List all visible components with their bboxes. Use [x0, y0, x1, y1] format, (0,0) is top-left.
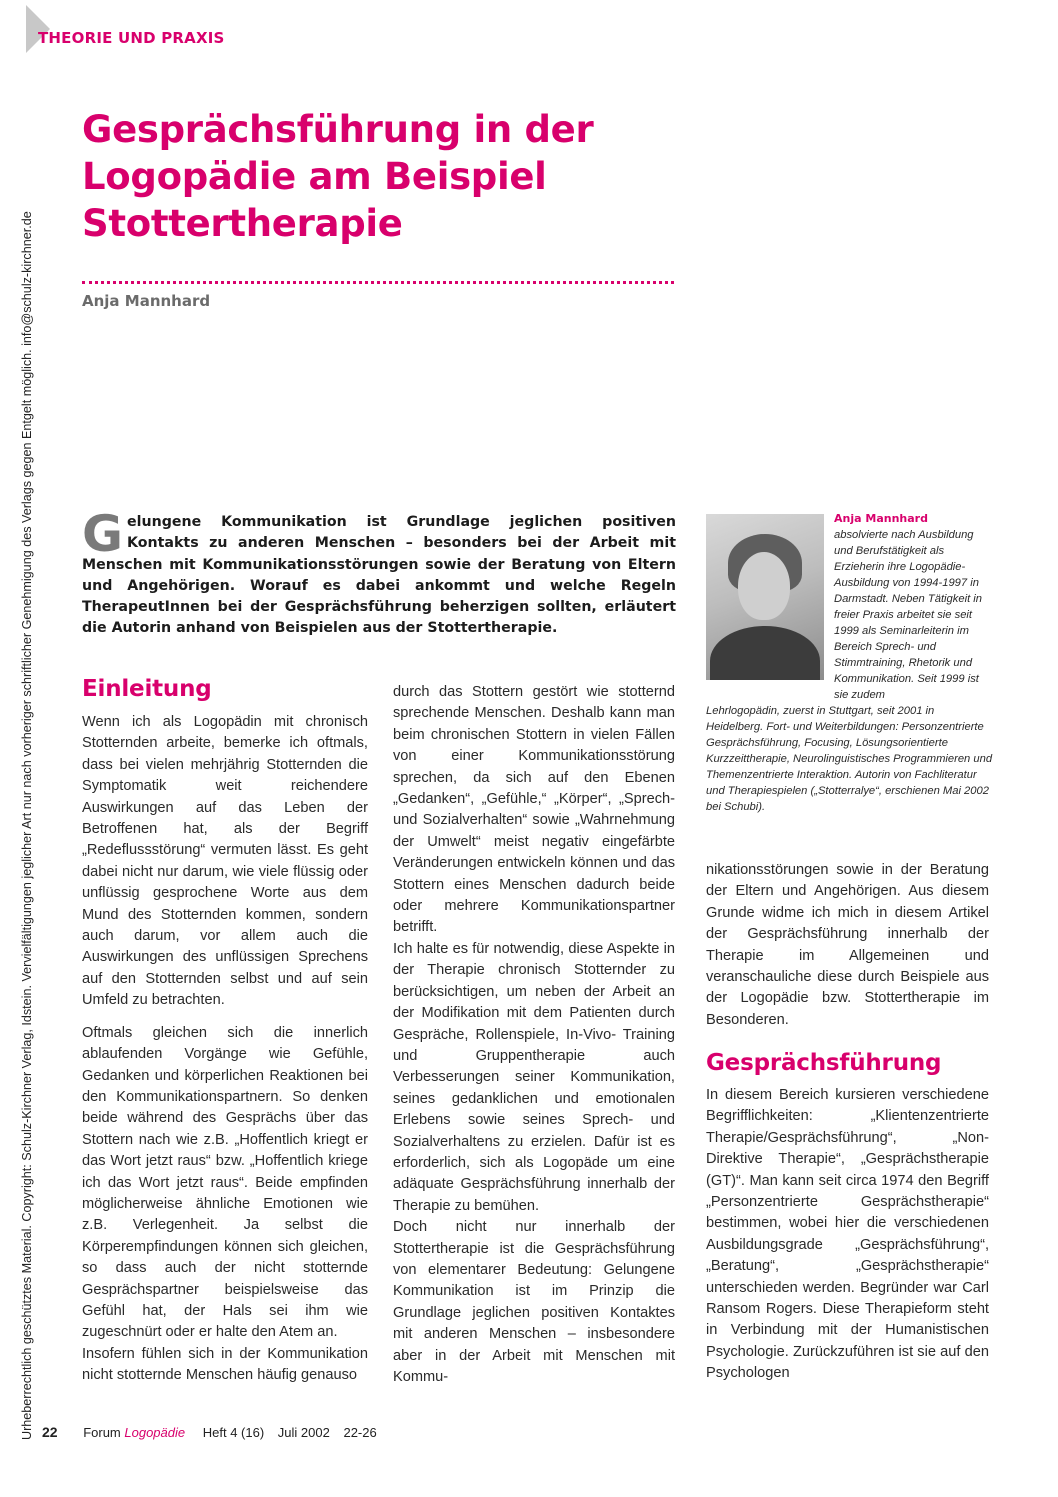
article-title: Gesprächsführung in der Logopädie am Beispiel Stottertherapie [82, 108, 594, 245]
footer-pages: 22-26 [343, 1425, 377, 1440]
page-number: 22 [42, 1424, 58, 1440]
paragraph: durch das Stottern gestört wie stotternd sprechende Menschen. Deshalb kann man beim chronischen Stottern in vielen Fällen von einer Kommunikationsstörung sprechen, da sich auf den Ebenen „Gedanken“, „Gefühle,“ „Körper“, „Sprech- und Sozialverhalten“ sowie „Wahrnehmung der Umwelt“ meist negativ eingefärbte Veränderungen entwickeln können und das Stottern eines Menschen dadurch beide oder mehrere Kommunikationspartner betrifft. [393, 684, 675, 936]
heading-gespraechsfuehrung: Gesprächsführung [706, 1050, 942, 1076]
column-3-bottom [706, 1085, 989, 1385]
bio-name: Anja Mannhard [834, 512, 928, 525]
paragraph: nikationsstörungen sowie in der Beratung der Eltern und Angehörigen. Aus diesem Grunde widme ich mich in diesem Artikel der Gesprächsführung innerhalb der Therapie im Allgemeinen und veranschauliche diese durch Beispiele aus der Logopädie bzw. Stottertherapie im Besonderen. [706, 862, 989, 1028]
section-label: THEORIE UND PRAXIS [38, 29, 225, 47]
column-1 [82, 712, 368, 1387]
lead-paragraph [82, 505, 676, 640]
column-3-top [706, 860, 989, 1031]
bio-text: absolvierte nach Ausbildung und Berufstätigkeit als Erzieherin ihre Logopädie-Ausbildung von 1994-1997 in Darmstadt. Neben Tätigkeit in freier Praxis arbeitet sie seit 1999 als Seminarleiterin im Bereich Sprech- und Stimmtraining, Rhetorik und Kommunikation. Seit 1999 ist sie zudem [834, 529, 982, 701]
bio-text-continued: Lehrlogopädin, zuerst in Stuttgart, seit 2001 in Heidelberg. Fort- und Weiterbildungen: Personzentrierte Gesprächsführung, Focusing, Lösungsorientierte Kurzzeittherapie, Neurolinguistisches Programmieren und Themenzentrierte Interaktion. Autorin von Fachliteratur und Therapiespielen („Stotterralye“, erschienen Mai 2002 bei Schubi). [706, 705, 993, 813]
copyright-side-note: Urheberrechtlich geschütztes Material. Copyright: Schulz-Kirchner Verlag, Idstein. Vervielfältigungen jeglicher Art nur nach vorheriger schriftlicher Genehmigung des Verlags gegen Entgelt möglich. info@schulz-kirchner.de [20, 211, 34, 1440]
lead-dropcap: G [82, 505, 124, 563]
footer-forum: Forum [83, 1425, 121, 1440]
footer-issue: Heft 4 (16) [202, 1425, 265, 1440]
author-portrait-icon [706, 514, 824, 680]
author-name: Anja Mannhard [82, 292, 211, 310]
lead-text: elungene Kommunikation ist Grundlage jeglichen positiven Kontakts zu anderen Menschen – besonders bei der Arbeit mit Menschen mit Kommunikationsstörungen sowie der Beratung von Eltern und Angehörigen. Worauf es dabei ankommt und welche Regeln TherapeutInnen bei der Gesprächsführung beherzigen sollten, erläutert die Autorin anhand von Beispielen aus der Stottertherapie. [82, 514, 676, 637]
paragraph: Wenn ich als Logopädin mit chronisch Stotternden arbeite, bemerke ich oftmals, dass bei vielen mehrjährig Stotternden die Symptomatik weit reichendere Auswirkungen auf das Leben der Betroffenen hat, als der Begriff „Redeflussstörung“ vermuten lässt. Es geht dabei nicht nur darum, wie viele flüssig oder unflüssig gesprochene Worte aus dem Mund des Stotternden kommen, sondern auch darum, vor allem auch die Auswirkungen des unflüssigen Sprechens auf den Stotternden selbst und auf sein Umfeld zu betrachten. [82, 714, 368, 1009]
paragraph: Oftmals gleichen sich die innerlich ablaufenden Vorgänge wie Gefühle, Gedanken und körperlichen Reaktionen bei den Kommunikationspartnern. So denken beide während des Gesprächs über das Stottern nach wie z.B. „Hoffentlich kriegt er das Wort jetzt raus“ bzw. „Hoffentlich kriege ich das Wort jetzt raus“. Beide empfinden möglicherweise ähnliche Emotionen wie z.B. Verlegenheit. Ja selbst die Körperempfindungen können sich gleichen, so dass auch der nicht stotternde Gesprächspartner beispielsweise das Gefühl hat, der Hals sei ihm wie zugeschnürt oder er halte den Atem an. [82, 1024, 368, 1341]
paragraph: Insofern fühlen sich in der Kommunikation nicht stotternde Menschen häufig genauso [82, 1345, 368, 1384]
column-2 [393, 682, 675, 1388]
page-footer [42, 1424, 377, 1440]
heading-einleitung: Einleitung [82, 676, 212, 702]
footer-date: Juli 2002 [277, 1425, 330, 1440]
title-divider [82, 281, 674, 284]
paragraph: In diesem Bereich kursieren verschiedene Begrifflichkeiten: „Klientenzentrierte Therapie/Gesprächsführung“, „Non-Direktive Therapie“, „Gesprächstherapie (GT)“. Man kann seit circa 1974 den Begriff „Personzentrierte Gesprächstherapie“ bestimmen, wobei hier die verschiedenen Ausbildungsgrade „Gesprächsführung“, „Beratung“, „Gesprächstherapie“ unterschieden werden. Begründer war Carl Ransom Rogers. Diese Therapieform steht in Verbindung mit der Humanistischen Psychologie. Zurückzuführen ist sie auf den Psychologen [706, 1087, 989, 1382]
paragraph: Ich halte es für notwendig, diese Aspekte in der Therapie chronisch Stotternder zu berücksichtigen, um neben der Arbeit an der Modifikation mit dem Patienten durch Gespräche, Rollenspiele, In-Vivo- Training und Gruppentherapie auch Verbesserungen seiner Kommunikation, seines gedanklichen und emotionalen Erlebens sowie seines Sprech- und Sozialverhaltens zu erzielen. Dafür ist es erforderlich, sich als Logopäde um eine adäquate Gesprächsführung innerhalb der Therapie zu bemühen. [393, 940, 675, 1214]
footer-journal: Logopädie [124, 1425, 186, 1440]
paragraph: Doch nicht nur innerhalb der Stottertherapie ist die Gesprächsführung von elementarer Bedeutung: Gelungene Kommunikation ist im Prinzip die Grundlage jeglichen positiven Kontaktes mit anderen Menschen – insbesondere aber in der Arbeit mit Menschen mit Kommu- [393, 1219, 675, 1385]
